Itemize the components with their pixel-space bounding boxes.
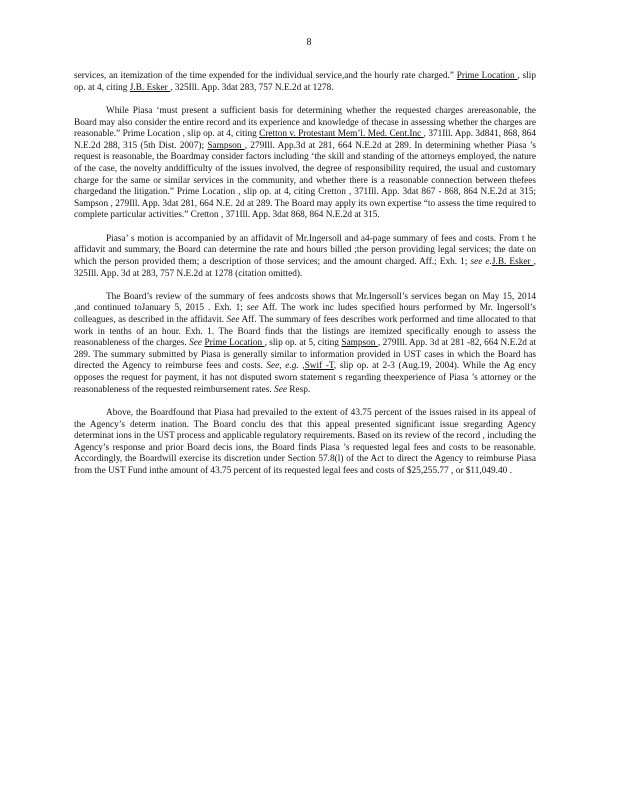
- text-run: Above, the Boardfound that Piasa had prevailed to the extent of 43.75 percent of the issues raised in its appeal of the Agency’s determ ination. The Board conclu des that this appeal presented significant issue sregarding Agency determinat ions in the UST process and applicable regulatory requirements. Based on its review of the record , including the Agency’s response and prior Board decis ions, the Board finds Piasa ’s requested legal fees and costs to be reasonable. Accordingly, the Boardwill exercise its discretion under Section 57.8(l) of the Act to direct the Agency to reimburse Piasa from the UST Fund inthe amount of 43.75 percent of its requested legal fees and costs of $25,255.77 , or $11,049.40 .: [74, 408, 536, 476]
- citation-signal: See, e.g.: [266, 361, 299, 372]
- text-run: , 325Ill. App. 3dat 283, 757 N.E.2d at 1278.: [170, 82, 334, 93]
- text-run: Aff. The work inc ludes specified hours performed by Mr. Ingersoll’s colleagues, as described in the affidavit.: [74, 303, 536, 326]
- page-number: 8: [306, 37, 312, 48]
- citation-case-name: Sampson: [207, 140, 245, 151]
- text-run: , 325Ill. App. 3d at 283, 757 N.E.2d at 1278 (citation omitted).: [74, 256, 536, 279]
- text-run: Piasa’ s motion is accompanied by an affidavit of Mr.Ingersoll and a4-page summary of fees and costs. From t he affidavit and summary, the Board can determine the rate and hours billed ;the person providing legal services; the date on which the person provided them; a description of those services; and the amount charged. Aff.; Exh. 1;: [74, 233, 536, 267]
- text-run: , 279Ill. App.3d at 281, 664 N.E.2d at 289. In determining whether Piasa ’s request is reasonable, the Boardmay consider factors including ‘the skill and standing of the attorneys employed, the nature of the case, the novelty anddifficulty of the issues involved, the degree of responsibility required, the usual and customary charge for the same or similar services in the community, and whether there is a reasonable connection between thefees chargedand the litigation.” Prime Location , slip op. at 4, citing Cretton , 371Ill. App. 3dat 867 - 868, 864 N.E.2d at 315; Sampson , 279Ill. App. 3dat 281, 664 N.E. 2d at 289. The Board may apply its own expertise “to assess the time required to complete particular activities.” Cretton , 371Ill. App. 3dat 868, 864 N.E.2d at 315.: [74, 140, 536, 221]
- document-body: [74, 71, 536, 489]
- text-run: , slip op. at 5, citing: [264, 338, 342, 349]
- citation-signal: See: [226, 315, 240, 326]
- paragraph: [74, 234, 536, 280]
- citation-case-name: Prime Location: [204, 338, 265, 349]
- paragraph: [74, 292, 536, 396]
- citation-signal: See: [189, 338, 203, 349]
- citation-case-name: Swif -T: [304, 361, 334, 372]
- text-run: , 371Ill. App. 3d841, 868, 864 N.E.2d 288, 315 (5th Dist. 2007);: [74, 129, 536, 151]
- text-run: , 279Ill. App. 3d at 281 -82, 664 N.E.2d at 289. The summary submitted by Piasa is generally similar to information provided in UST cases in which the Board has directed the Agency to reimburse fees and costs.: [74, 338, 537, 372]
- citation-signal: See: [274, 384, 287, 395]
- text-run: ,: [298, 361, 305, 372]
- citation-case-name: J.B. Esker: [491, 256, 534, 267]
- text-run: , slip op. at 2-3 (Aug.19, 2004). While the Ag ency opposes the request for payment, it has not disputed sworn statement s regarding theexperience of Piasa ’s attorney or the reasonableness of the requested reimbursement rates.: [74, 361, 536, 395]
- citation-case-name: Cretton v. Protestant Mem’l. Med. Cent.Inc: [259, 129, 424, 140]
- text-run: Resp.: [286, 384, 311, 395]
- text-run: , slip op. at 4, citing: [74, 71, 536, 93]
- citation-signal: see: [246, 303, 259, 314]
- text-run: Aff. The summary of fees describes work performed and time allocated to that work in tenths of an hour. Exh. 1. The Board finds that the listings are itemized specifically enough to assess the reasonableness of the charges.: [74, 315, 536, 349]
- paragraph: [74, 106, 536, 222]
- text-run: services, an itemization of the time expended for the individual service,and the hourly rate charged.”: [74, 71, 457, 81]
- text-run: The Board’s review of the summary of fees andcosts shows that Mr.Ingersoll’s services began on May 15, 2014 ,and continued toJanuary 5, 2015 . Exh. 1;: [74, 291, 536, 314]
- citation-signal: see e.: [470, 256, 492, 267]
- citation-case-name: Prime Location: [456, 71, 518, 81]
- citation-case-name: Sampson: [341, 338, 378, 349]
- paragraph: [74, 408, 536, 478]
- text-run: While Piasa ‘must present a sufficient basis for determining whether the requested charges arereasonable, the Board may also consider the entire record and its experience and knowledge of thecase in assessing whether the charges are reasonable.” Prime Location , slip op. at 4, citing: [74, 105, 536, 140]
- paragraph: [74, 71, 536, 94]
- citation-case-name: J.B. Esker: [129, 82, 171, 93]
